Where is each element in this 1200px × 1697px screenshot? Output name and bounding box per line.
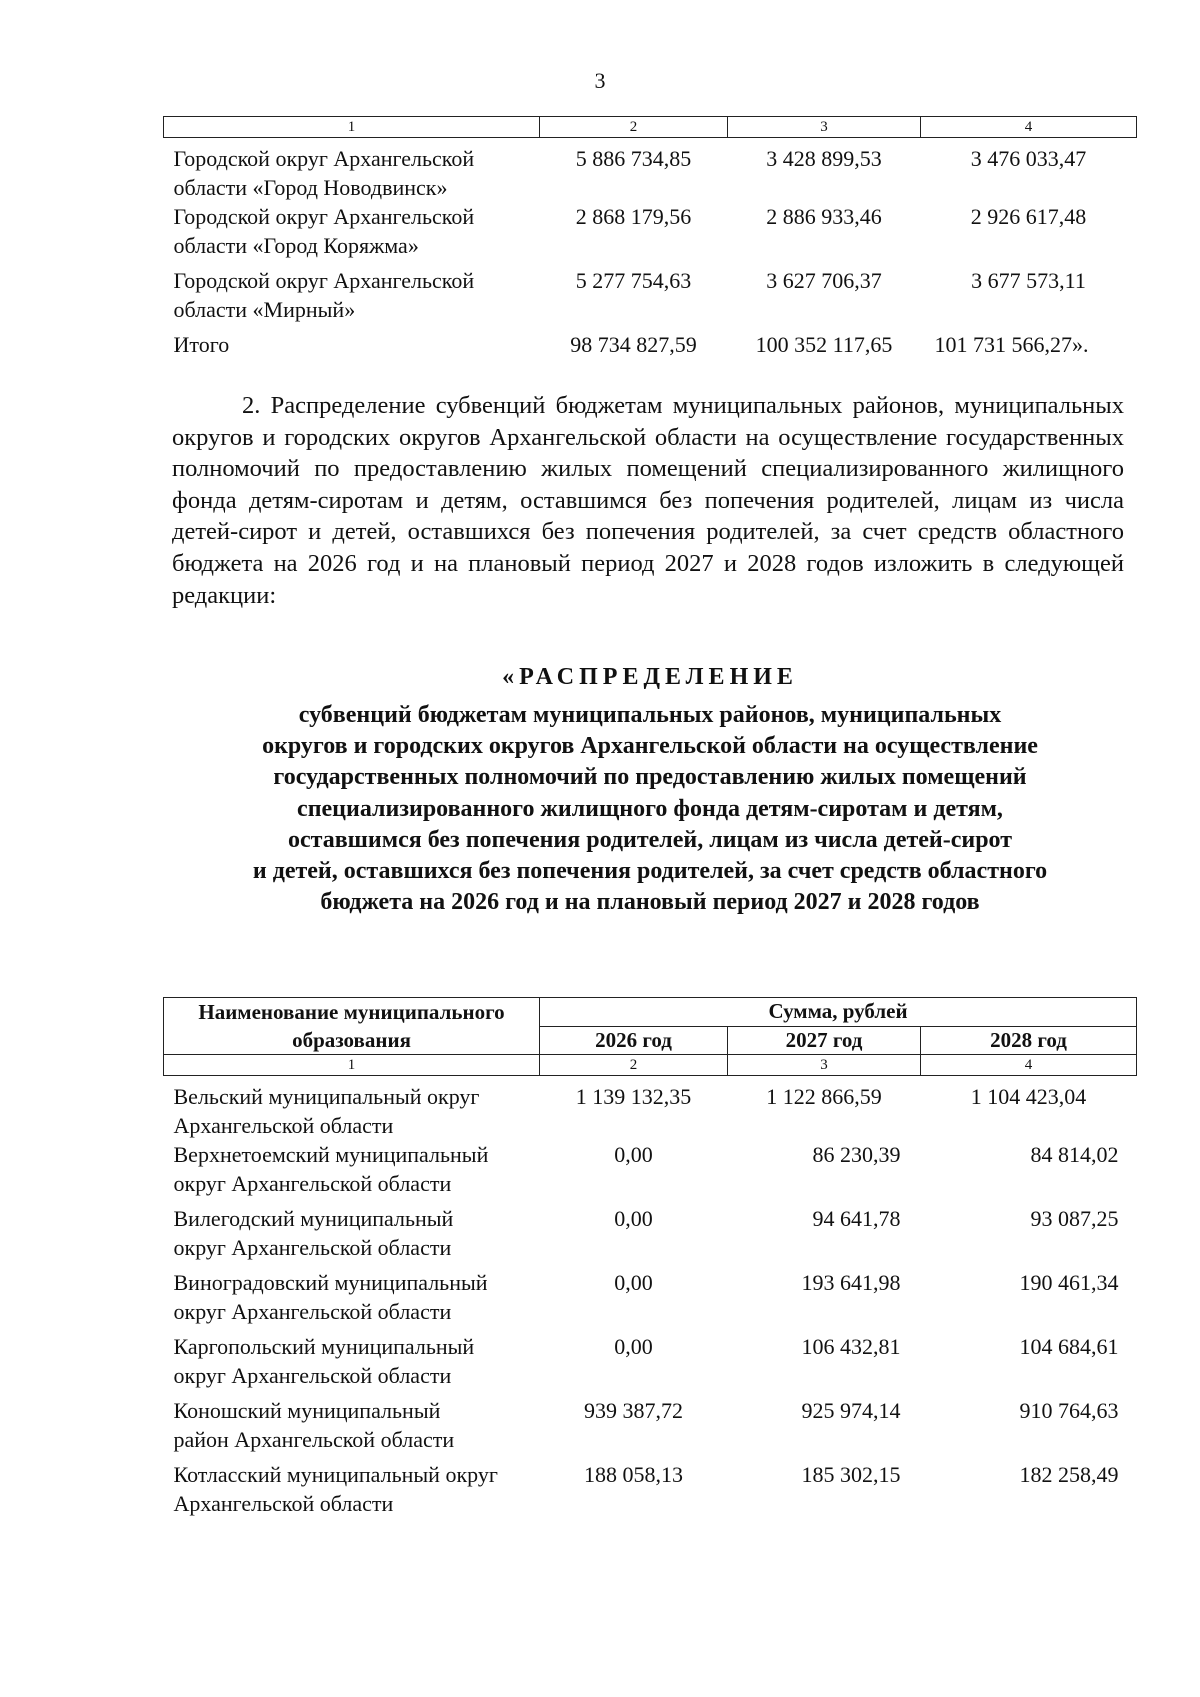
header-row	[164, 998, 1137, 1027]
subtitle-line: оставшимся без попечения родителей, лицам из числа детей-сирот	[287, 826, 1013, 853]
municipality-name: Вельский муниципальный округ Архангельской области	[173, 1084, 480, 1138]
value-2026: 188 058,13	[584, 1462, 683, 1487]
table-row	[164, 1332, 1137, 1396]
value-2028: 93 087,25	[1030, 1206, 1119, 1231]
table-row	[164, 266, 1137, 330]
value-2026: 2 868 179,56	[575, 204, 692, 229]
municipality-name: Городской округ Архангельской области «Город Коряжма»	[173, 204, 475, 258]
subvention-table	[163, 997, 1137, 1524]
table-row	[164, 1140, 1137, 1204]
value-2028: 84 814,02	[1030, 1142, 1119, 1167]
value-2028: 2 926 617,48	[970, 204, 1087, 229]
value-2028: 190 461,34	[1019, 1270, 1119, 1295]
header-2026: 2026 год	[540, 1026, 728, 1055]
column-number: 1	[164, 117, 540, 138]
column-number: 3	[728, 117, 921, 138]
value-2028: 1 104 423,04	[970, 1084, 1087, 1109]
value-2028: 104 684,61	[1019, 1334, 1119, 1359]
municipality-name: Каргопольский муниципальный округ Архангельской области	[173, 1334, 475, 1388]
value-2028: 3 677 573,11	[971, 268, 1086, 293]
table-row	[164, 1076, 1137, 1141]
table-row	[164, 1268, 1137, 1332]
municipality-name: Городской округ Архангельской области «Мирный»	[173, 268, 475, 322]
value-2026: 0,00	[614, 1142, 653, 1167]
total-row	[164, 330, 1137, 359]
total-2027: 100 352 117,65	[755, 332, 893, 357]
value-2027: 925 974,14	[801, 1398, 901, 1423]
value-2028: 182 258,49	[1019, 1462, 1119, 1487]
value-2027: 3 627 706,37	[766, 268, 882, 293]
municipality-name: Виноградовский муниципальный округ Архангельской области	[173, 1270, 488, 1324]
header-municipality: Наименование муниципального образования	[164, 998, 540, 1055]
municipality-name: Городской округ Архангельской области «Город Новодвинск»	[173, 146, 475, 200]
subtitle-line: и детей, оставшихся без попечения родителей, за счет средств областного	[252, 858, 1048, 885]
value-2026: 0,00	[614, 1270, 653, 1295]
section-subtitle	[150, 700, 1150, 918]
table-row	[164, 1396, 1137, 1460]
column-number: 4	[921, 117, 1137, 138]
value-2026: 1 139 132,35	[575, 1084, 692, 1109]
column-number: 2	[540, 1055, 728, 1076]
value-2027: 2 886 933,46	[766, 204, 882, 229]
value-2027: 106 432,81	[801, 1334, 901, 1359]
body-paragraph: 2. Распределение субвенций бюджетам муниципальных районов, муниципальных округов и городских округов Архангельской области на осуществление государственных полномочий по предоставлению жилых помещений специализированного жилищного фонда детям-сиротам и детям, оставшимся без попечения родителей, лицам из числа детей-сирот и детей, оставшихся без попечения родителей, за счет средств областного бюджета на 2026 год и на плановый период 2027 и 2028 годов изложить в следующей редакции:	[172, 392, 1124, 609]
subtitle-line: субвенций бюджетам муниципальных районов, муниципальных	[298, 702, 1002, 728]
column-number: 2	[540, 117, 728, 138]
municipality-name: Котласский муниципальный округ Архангельской области	[173, 1462, 498, 1516]
subtitle-line: бюджета на 2026 год и на плановый период 2027 и 2028 годов	[320, 889, 980, 916]
column-number: 4	[921, 1055, 1137, 1076]
column-number-row	[164, 1055, 1137, 1076]
column-number: 1	[164, 1055, 540, 1076]
table-row	[164, 202, 1137, 266]
municipality-name: Вилегодский муниципальный округ Архангельской области	[173, 1206, 454, 1260]
value-2027: 3 428 899,53	[766, 146, 882, 171]
column-number-row	[164, 117, 1137, 138]
header-sum: Сумма, рублей	[540, 998, 1137, 1027]
municipality-name: Коношский муниципальный район Архангельской области	[173, 1398, 455, 1452]
value-2027: 1 122 866,59	[766, 1084, 882, 1109]
total-2028: 101 731 566,27».	[934, 332, 1089, 357]
total-label: Итого	[173, 332, 230, 357]
total-2026: 98 734 827,59	[570, 332, 697, 357]
value-2026: 939 387,72	[584, 1398, 683, 1423]
table-continuation	[163, 116, 1137, 359]
header-2028: 2028 год	[921, 1026, 1137, 1055]
value-2026: 5 886 734,85	[575, 146, 692, 171]
value-2026: 0,00	[614, 1334, 653, 1359]
subtitle-line: округов и городских округов Архангельской области на осуществление	[262, 733, 1038, 760]
table-row	[164, 1460, 1137, 1524]
value-2027: 193 641,98	[801, 1270, 901, 1295]
subtitle-line: государственных полномочий по предоставлению жилых помещений	[273, 764, 1027, 791]
table-row	[164, 1204, 1137, 1268]
value-2027: 185 302,15	[801, 1462, 901, 1487]
section-title: «РАСПРЕДЕЛЕНИЕ	[502, 664, 798, 690]
value-2026: 5 277 754,63	[575, 268, 692, 293]
header-2027: 2027 год	[728, 1026, 921, 1055]
value-2026: 0,00	[614, 1206, 653, 1231]
value-2027: 94 641,78	[812, 1206, 901, 1231]
value-2027: 86 230,39	[812, 1142, 901, 1167]
column-number: 3	[728, 1055, 921, 1076]
table-row	[164, 138, 1137, 203]
page-number: 3	[594, 68, 606, 93]
subtitle-line: специализированного жилищного фонда детям-сиротам и детям,	[297, 795, 1003, 822]
value-2028: 3 476 033,47	[970, 146, 1087, 171]
value-2028: 910 764,63	[1019, 1398, 1119, 1423]
municipality-name: Верхнетоемский муниципальный округ Архангельской области	[173, 1142, 489, 1196]
